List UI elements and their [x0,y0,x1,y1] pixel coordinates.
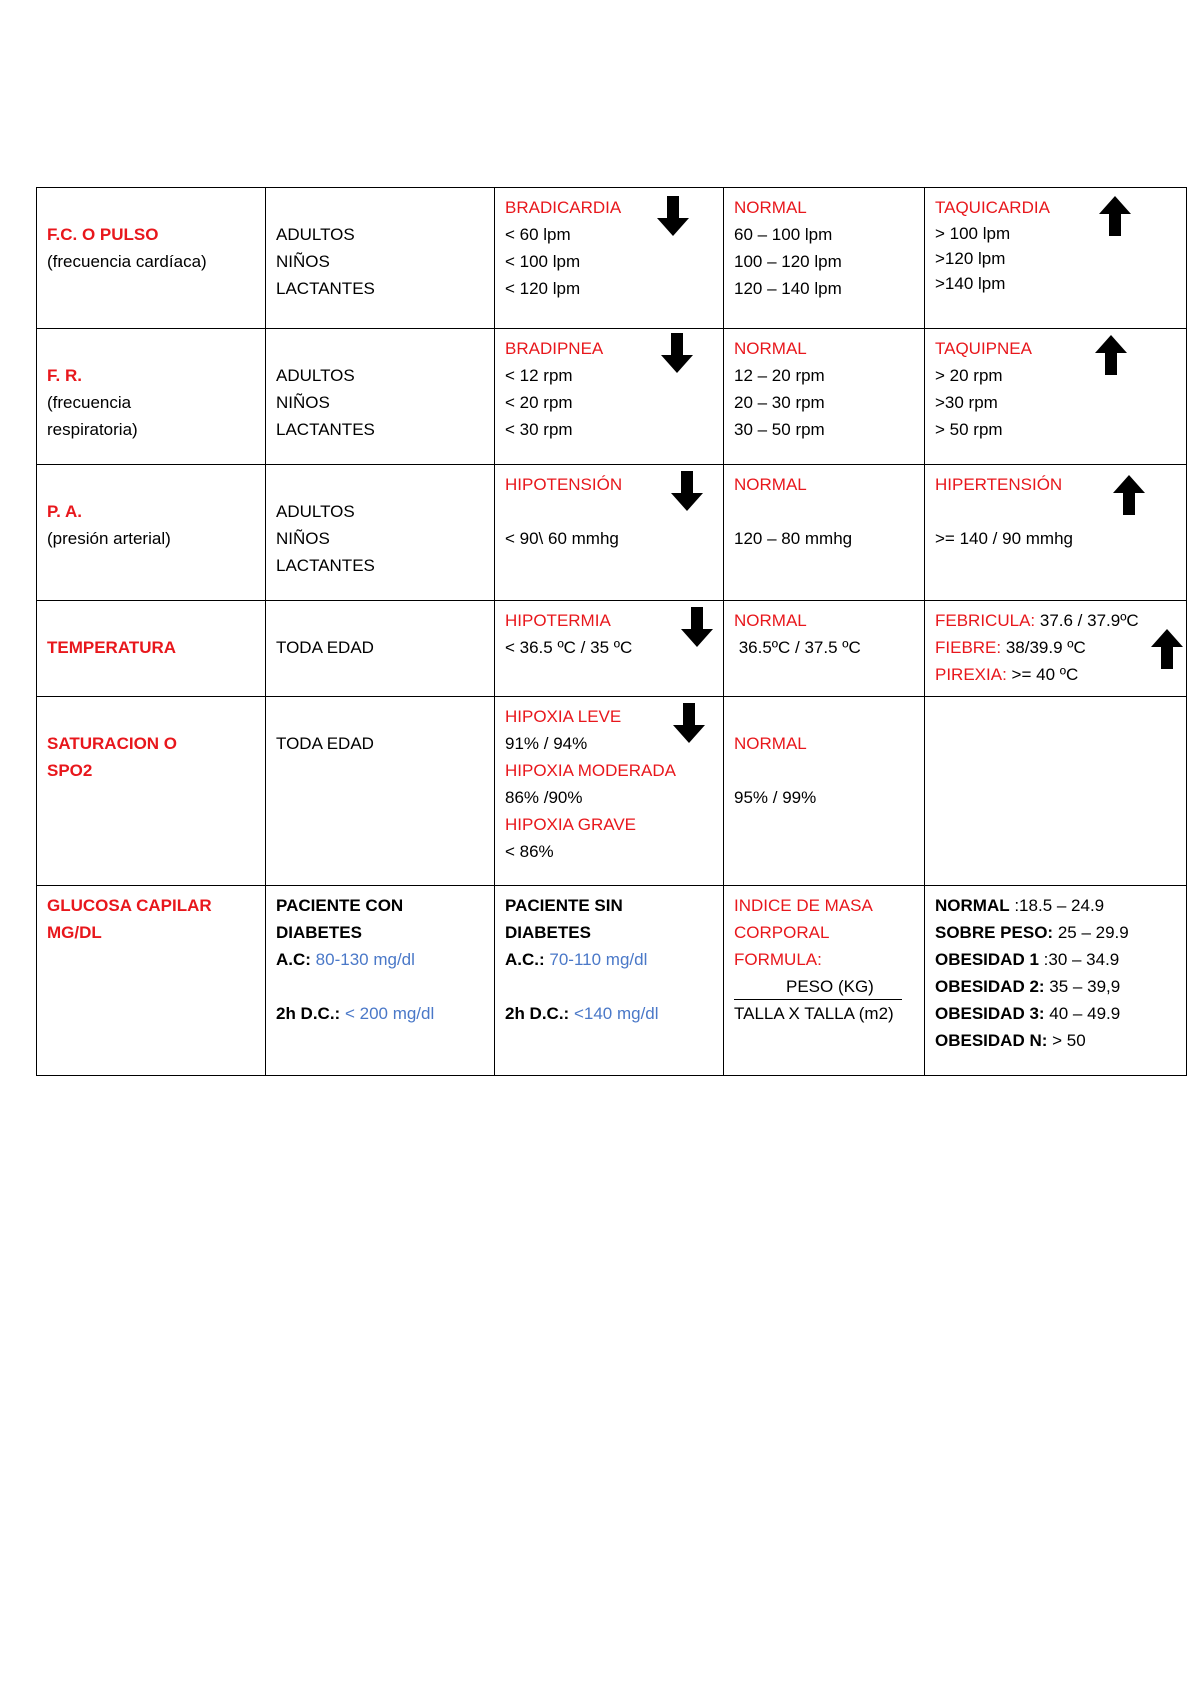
group-children: NIÑOS [276,393,330,412]
param-cell [37,697,266,886]
param-subtitle: (presión arterial) [47,529,171,548]
normal-label: NORMAL [734,339,807,358]
age-group-cell [266,329,495,465]
low-cell [495,188,724,329]
normal-value: 60 – 100 lpm [734,225,833,244]
imc-formula-cell [724,886,925,1076]
imc-label: FORMULA: [734,950,822,969]
arrow-down-icon [671,471,703,511]
high-label: TAQUICARDIA [935,198,1050,217]
imc-range-label: OBESIDAD 2: [935,977,1045,996]
normal-label: NORMAL [734,198,807,217]
param-title: SATURACION O [47,734,178,753]
low-value: < 100 lpm [505,252,581,271]
row-oxygen-saturation [37,697,1187,886]
normal-label: NORMAL [734,734,807,753]
imc-label: CORPORAL [734,923,830,942]
group-all-ages: TODA EDAD [276,734,374,753]
param-subtitle: (frecuencia cardíaca) [47,252,207,271]
hypoxia-mild-value: 91% / 94% [505,734,588,753]
group-adults: ADULTOS [276,366,355,385]
with-diabetes-title: PACIENTE CON [276,896,404,915]
hypoxia-severe-value: < 86% [505,842,554,861]
febricula-label: FEBRICULA: [935,611,1036,630]
arrow-up-icon [1151,629,1183,669]
normal-value: 120 – 80 mmhg [734,529,853,548]
imc-range-value: > 50 [1047,1031,1086,1050]
low-label: BRADIPNEA [505,339,604,358]
imc-range-label: OBESIDAD N: [935,1031,1048,1050]
without-diabetes-title: PACIENTE SIN [505,896,623,915]
low-label: HIPOTENSIÓN [505,475,623,494]
param-title: SPO2 [47,761,93,780]
dc-label: 2h D.C.: [505,1004,570,1023]
group-children: NIÑOS [276,529,330,548]
row-temperature [37,601,1187,697]
param-title: F.C. O PULSO [47,225,159,244]
with-diabetes-cell [266,886,495,1076]
low-cell [495,329,724,465]
imc-label: INDICE DE MASA [734,896,873,915]
high-cell-empty [925,697,1187,886]
arrow-up-icon [1099,196,1131,236]
low-cell [495,465,724,601]
ac-value: 80-130 mg/dl [310,950,415,969]
normal-value: 120 – 140 lpm [734,279,842,298]
without-diabetes-cell [495,886,724,1076]
group-adults: ADULTOS [276,225,355,244]
hypoxia-mild-label: HIPOXIA LEVE [505,707,622,726]
high-value: >140 lpm [935,274,1006,293]
arrow-down-icon [661,333,693,373]
hypoxia-moderate-value: 86% /90% [505,788,583,807]
vital-signs-table [36,187,1187,1076]
high-value: > 20 rpm [935,366,1003,385]
normal-cell [724,697,925,886]
dc-value: <140 mg/dl [569,1004,659,1023]
param-subtitle: (frecuencia [47,393,132,412]
param-cell [37,886,266,1076]
high-value: > 100 lpm [935,224,1011,243]
row-respiratory-rate [37,329,1187,465]
dc-label: 2h D.C.: [276,1004,341,1023]
hypoxia-moderate-label: HIPOXIA MODERADA [505,761,676,780]
low-value: < 12 rpm [505,366,573,385]
low-value: < 20 rpm [505,393,573,412]
param-cell [37,465,266,601]
high-value: >= 140 / 90 mmhg [935,529,1073,548]
group-infants: LACTANTES [276,420,375,439]
normal-value: 100 – 120 lpm [734,252,842,271]
high-cell [925,329,1187,465]
low-label: BRADICARDIA [505,198,622,217]
arrow-down-icon [681,607,713,647]
high-cell [925,601,1187,697]
imc-range-label: OBESIDAD 3: [935,1004,1045,1023]
low-cell [495,601,724,697]
age-group-cell [266,697,495,886]
arrow-down-icon [657,196,689,236]
low-value: < 36.5 ºC / 35 ºC [505,638,633,657]
param-cell [37,601,266,697]
low-value: < 60 lpm [505,225,571,244]
high-label: HIPERTENSIÓN [935,475,1063,494]
row-heart-rate [37,188,1187,329]
arrow-down-icon [673,703,705,743]
normal-cell [724,329,925,465]
normal-cell [724,188,925,329]
fiebre-value: 38/39.9 ºC [1001,638,1086,657]
imc-ranges-cell [925,886,1187,1076]
imc-range-value: 40 – 49.9 [1044,1004,1121,1023]
param-cell [37,329,266,465]
param-title: TEMPERATURA [47,638,177,657]
arrow-up-icon [1113,475,1145,515]
low-cell [495,697,724,886]
low-value: < 30 rpm [505,420,573,439]
pirexia-value: >= 40 ºC [1006,665,1079,684]
high-value: > 50 rpm [935,420,1003,439]
group-infants: LACTANTES [276,279,375,298]
imc-range-value: :18.5 – 24.9 [1009,896,1105,915]
high-cell [925,465,1187,601]
low-value: < 90\ 60 mmhg [505,529,619,548]
age-group-cell [266,601,495,697]
imc-range-value: 25 – 29.9 [1053,923,1129,942]
dc-value: < 200 mg/dl [340,1004,435,1023]
normal-value: 20 – 30 rpm [734,393,825,412]
imc-range-label: NORMAL [935,896,1010,915]
normal-cell [724,601,925,697]
ac-value: 70-110 mg/dl [544,950,648,969]
high-cell [925,188,1187,329]
normal-value: 36.5ºC / 37.5 ºC [734,638,861,657]
group-infants: LACTANTES [276,556,375,575]
imc-range-value: 35 – 39,9 [1044,977,1121,996]
group-adults: ADULTOS [276,502,355,521]
imc-numerator: PESO (KG) [734,975,902,1000]
age-group-cell [266,465,495,601]
high-value: >120 lpm [935,249,1006,268]
imc-range-value: :30 – 34.9 [1038,950,1120,969]
normal-value: 12 – 20 rpm [734,366,825,385]
without-diabetes-title: DIABETES [505,923,591,942]
param-cell [37,188,266,329]
imc-range-label: OBESIDAD 1 [935,950,1039,969]
group-all-ages: TODA EDAD [276,638,374,657]
normal-label: NORMAL [734,475,807,494]
param-title: MG/DL [47,923,102,942]
param-subtitle: respiratoria) [47,420,138,439]
high-value: >30 rpm [935,393,998,412]
normal-value: 30 – 50 rpm [734,420,825,439]
high-label: TAQUIPNEA [935,339,1032,358]
with-diabetes-title: DIABETES [276,923,362,942]
low-value: < 120 lpm [505,279,581,298]
param-title: P. A. [47,502,82,521]
imc-denominator: TALLA X TALLA (m2) [734,1004,894,1023]
param-title: F. R. [47,366,82,385]
fiebre-label: FIEBRE: [935,638,1002,657]
imc-range-label: SOBRE PESO: [935,923,1054,942]
normal-label: NORMAL [734,611,807,630]
arrow-up-icon [1095,335,1127,375]
hypoxia-severe-label: HIPOXIA GRAVE [505,815,637,834]
row-blood-pressure [37,465,1187,601]
ac-label: A.C: [276,950,311,969]
param-title: GLUCOSA CAPILAR [47,896,212,915]
pirexia-label: PIREXIA: [935,665,1007,684]
age-group-cell [266,188,495,329]
group-children: NIÑOS [276,252,330,271]
normal-value: 95% / 99% [734,788,817,807]
febricula-value: 37.6 / 37.9ºC [1035,611,1139,630]
row-capillary-glucose [37,886,1187,1076]
low-label: HIPOTERMIA [505,611,611,630]
ac-label: A.C.: [505,950,545,969]
normal-cell [724,465,925,601]
